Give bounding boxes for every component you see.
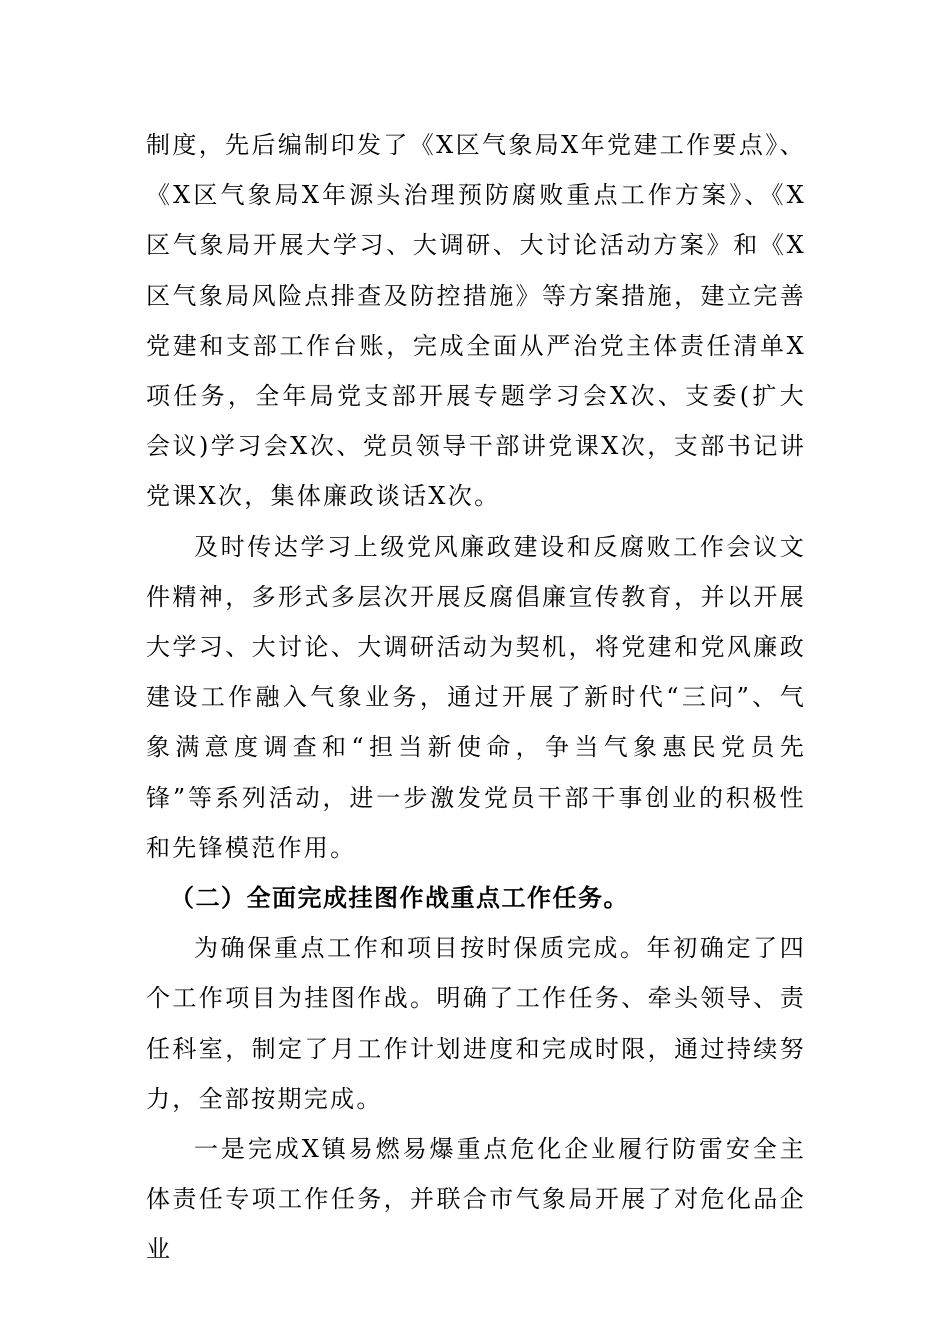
paragraph-party-building-documents: 制度，先后编制印发了《X区气象局X年党建工作要点》、《X区气象局X年源头治理预防腐败重点工作方案》、《X区气象局开展大学习、大调研、大讨论活动方案》和《X区气象局风险点排查及防控措施》等方案措施，建立完善党建和支部工作台账，完成全面从严治党主体责任清单X项任务，全年局党支部开展专题学习会X次、支委(扩大会议)学习会X次、党员领导干部讲党课X次，支部书记讲党课X次，集体廉政谈话X次。 [146, 131, 806, 511]
paragraph-key-tasks: 为确保重点工作和项目按时保质完成。年初确定了四个工作项目为挂图作战。明确了工作任务、牵头领导、责任科室，制定了月工作计划进度和完成时限，通过持续努力，全部按期完成。 [146, 934, 806, 1113]
document-body [146, 120, 806, 1275]
paragraph-anti-corruption-education: 及时传达学习上级党风廉政建设和反腐败工作会议文件精神，多形式多层次开展反腐倡廉宣传教育，并以开展大学习、大讨论、大调研活动为契机，将党建和党风廉政建设工作融入气象业务，通过开展了新时代“三问”、气象满意度调查和“担当新使命，争当气象惠民党员先锋”等系列活动，进一步激发党员干部干事创业的积极性和先锋模范作用。 [146, 532, 806, 862]
paragraph-task-one: 一是完成X镇易燃易爆重点危化企业履行防雷安全主体责任专项工作任务，并联合市气象局开展了对危化品企业 [146, 1135, 806, 1264]
section-heading: （二）全面完成挂图作战重点工作任务。 [170, 884, 629, 913]
